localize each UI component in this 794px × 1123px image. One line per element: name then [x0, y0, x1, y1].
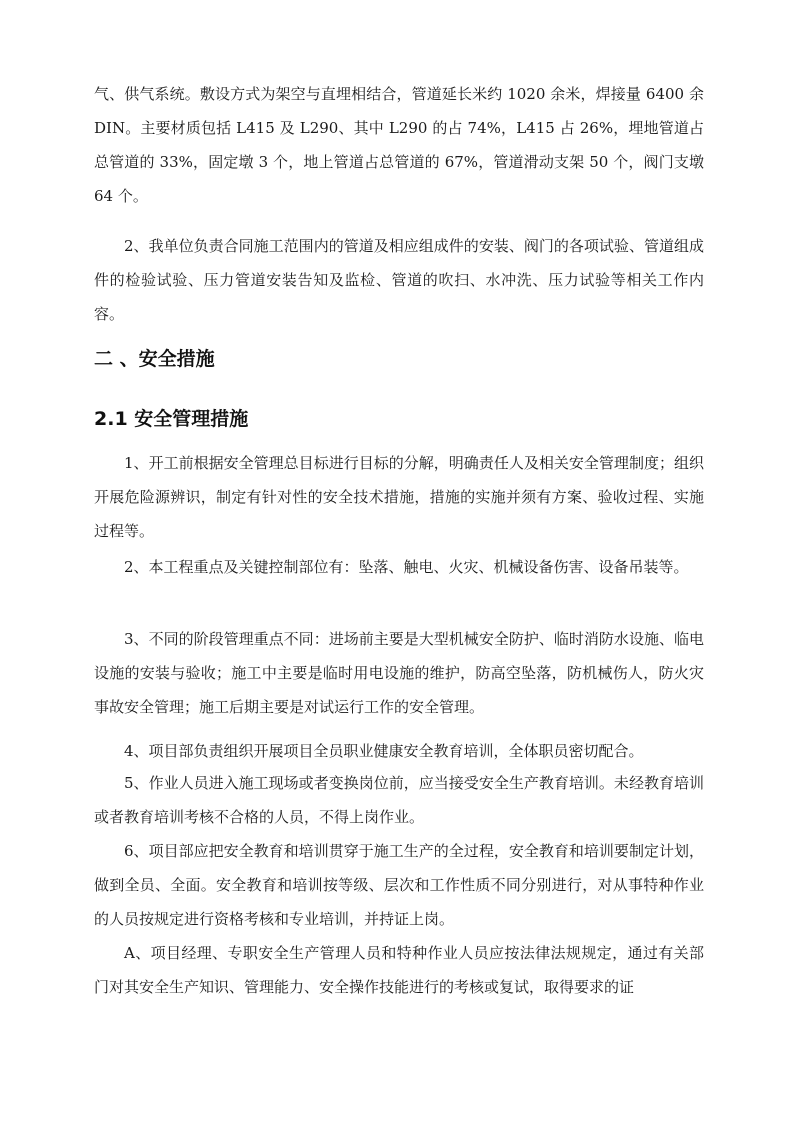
paragraph-scope-of-work: 2、我单位负责合同施工范围内的管道及相应组成件的安装、阀门的各项试验、管道组成件的检验试验、压力管道安装告知及监检、管道的吹扫、水冲洗、压力试验等相关工作内容。: [94, 237, 704, 323]
paragraph-item-5: 5、作业人员进入施工现场或者变换岗位前，应当接受安全生产教育培训。未经教育培训或者教育培训考核不合格的人员，不得上岗作业。: [94, 774, 704, 826]
paragraph-item-4: 4、项目部负责组织开展项目全员职业健康安全教育培训，全体职员密切配合。: [124, 742, 644, 760]
paragraph-item-1: 1、开工前根据安全管理总目标进行目标的分解，明确责任人及相关安全管理制度；组织开展危险源辨识，制定有针对性的安全技术措施，措施的实施并须有方案、验收过程、实施过程等。: [94, 454, 704, 540]
paragraph-item-3: 3、不同的阶段管理重点不同：进场前主要是大型机械安全防护、临时消防水设施、临电设施的安装与验收；施工中主要是临时用电设施的维护，防高空坠落，防机械伤人，防火灾事故安全管理；施工后期主要是对试运行工作的安全管理。: [94, 630, 704, 716]
paragraph-item-6: 6、项目部应把安全教育和培训贯穿于施工生产的全过程，安全教育和培训要制定计划，做到全员、全面。安全教育和培训按等级、层次和工作性质不同分别进行，对从事特种作业的人员按规定进行资格考核和专业培训，并持证上岗。: [94, 842, 704, 928]
paragraph-pipeline-overview: 气、供气系统。敷设方式为架空与直埋相结合，管道延长米约 1020 余米，焊接量 6400 余 DIN。主要材质包括 L415 及 L290、其中 L290 的占 74%，L415 占 26%，埋地管道占总管道的 33%，固定墩 3 个，地上管道占总管道的 67%，管道滑动支架 50 个，阀门支墩 64 个。: [94, 85, 704, 205]
paragraph-item-2: 2、本工程重点及关键控制部位有：坠落、触电、火灾、机械设备伤害、设备吊装等。: [124, 558, 689, 576]
subsection-heading: 2.1 安全管理措施: [94, 408, 249, 430]
section-heading: 二 、安全措施: [94, 348, 215, 370]
paragraph-item-a: A、项目经理、专职安全生产管理人员和特种作业人员应按法律法规规定，通过有关部门对其安全生产知识、管理能力、安全操作技能进行的考核或复试，取得要求的证: [94, 944, 704, 996]
